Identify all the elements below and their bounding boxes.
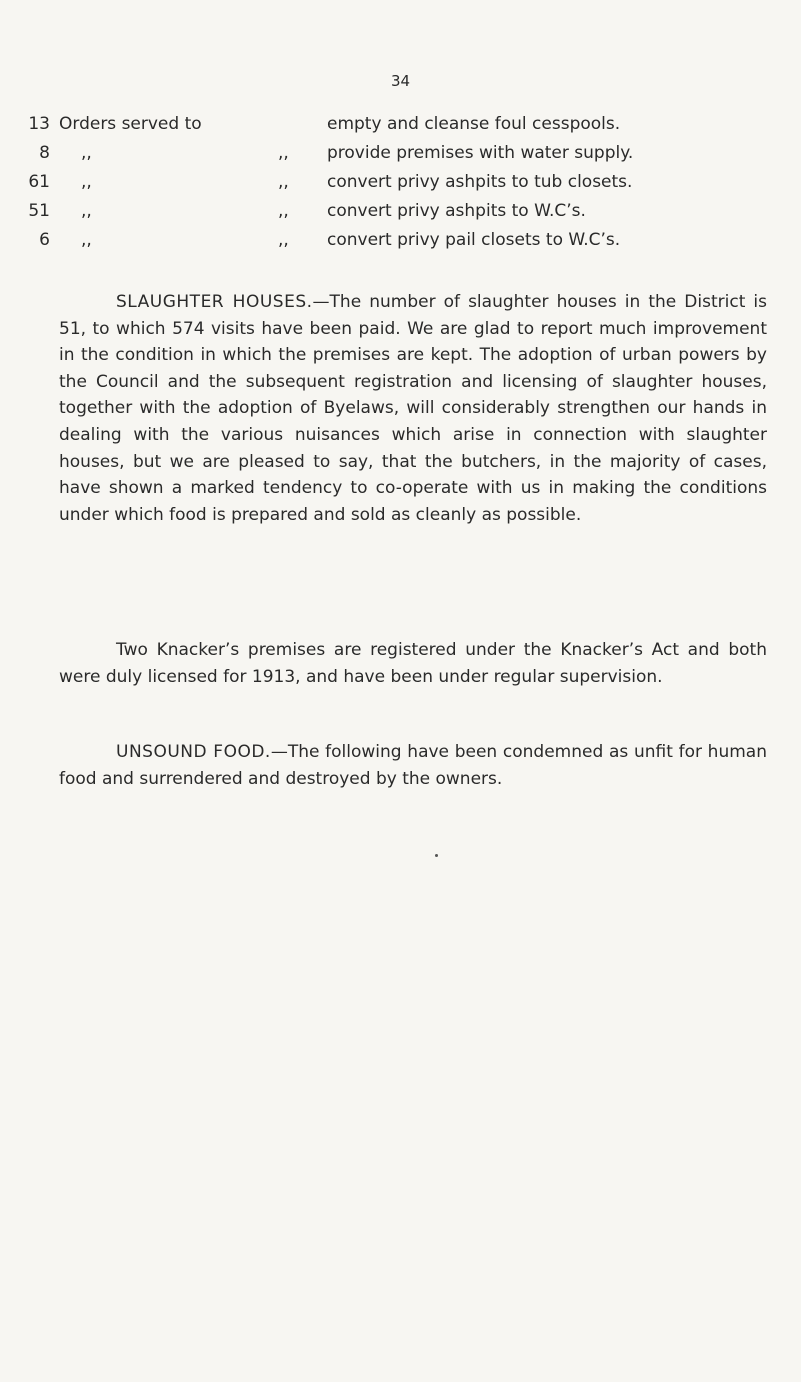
ditto-mark: ,,	[278, 230, 289, 250]
unsound-food-body: —The following have been condemned as unfit for human food and surrendered and destroyed by the owners.	[59, 742, 767, 789]
order-count: 61	[28, 172, 50, 192]
knackers-body: Two Knacker’s premises are registered under the Knacker’s Act and both were duly licensed for 1913, and have been under regular supervision.	[59, 640, 767, 687]
slaughter-houses-paragraph	[59, 289, 767, 528]
slaughter-houses-body: —The number of slaughter houses in the District is 51, to which 574 visits have been paid. We are glad to report much improvement in the condition in which the premises are kept. The adoption of urban powers by the Council and the subsequent registration and licensing of slaughter houses, together with the adoption of Byelaws, will considerably strengthen our hands in dealing with the various nuisances which arise in connection with slaughter houses, but we are pleased to say, that the butchers, in the majority of cases, have shown a marked tendency to co-operate with us in making the conditions under which food is prepared and sold as cleanly as possible.	[59, 292, 768, 525]
order-row	[0, 139, 801, 168]
ditto-mark: ,,	[81, 201, 92, 221]
page-number: 34	[390, 72, 411, 90]
unsound-food-heading: UNSOUND FOOD.	[116, 742, 271, 762]
order-action: convert privy ashpits to W.C’s.	[327, 201, 586, 221]
ditto-mark: ,,	[81, 172, 92, 192]
order-row	[0, 226, 801, 255]
order-row	[0, 168, 801, 197]
unsound-food-paragraph	[59, 739, 767, 792]
ditto-mark: ,,	[278, 143, 289, 163]
order-count: 6	[39, 230, 50, 250]
order-action: empty and cleanse foul cesspools.	[327, 114, 621, 134]
order-action: convert privy pail closets to W.C’s.	[327, 230, 621, 250]
slaughter-houses-heading: SLAUGHTER HOUSES.	[116, 292, 313, 312]
orders-list	[0, 110, 801, 255]
order-action: provide premises with water supply.	[327, 143, 634, 163]
order-count: 13	[28, 114, 50, 134]
stray-mark	[435, 854, 438, 857]
ditto-mark: ,,	[278, 201, 289, 221]
order-row	[0, 110, 801, 139]
knackers-paragraph	[59, 637, 767, 690]
order-count: 8	[39, 143, 50, 163]
order-count: 51	[28, 201, 50, 221]
order-action: convert privy ashpits to tub closets.	[327, 172, 633, 192]
ditto-mark: ,,	[81, 230, 92, 250]
ditto-mark: ,,	[278, 172, 289, 192]
order-served-text: Orders served to	[59, 114, 202, 134]
ditto-mark: ,,	[81, 143, 92, 163]
order-row	[0, 197, 801, 226]
